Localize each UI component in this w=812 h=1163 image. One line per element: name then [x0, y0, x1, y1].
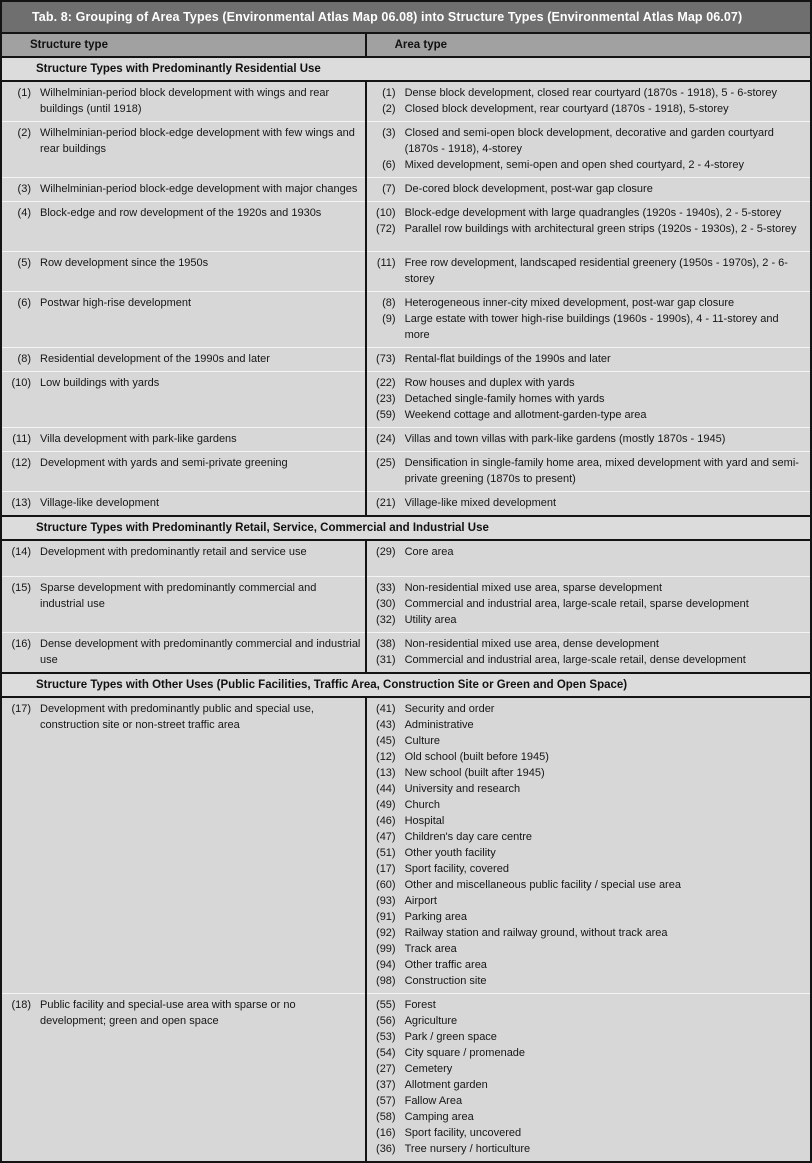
area-type-item [372, 1141, 806, 1157]
table-row [2, 252, 810, 292]
section-heading: Structure Types with Predominantly Residential Use [2, 57, 810, 81]
area-type-label: Park / green space [404, 1030, 497, 1043]
area-type-label: Hospital [404, 814, 445, 827]
table-row [2, 993, 810, 1161]
area-type-item [372, 544, 806, 560]
table-row [2, 348, 810, 372]
area-type-cell [366, 252, 810, 292]
structure-type-cell [2, 492, 366, 517]
area-type-item [372, 717, 806, 733]
structure-type-cell [2, 452, 366, 492]
area-type-item [372, 877, 806, 893]
structure-type-label: Sparse development with predominantly commercial and industrial use [40, 581, 317, 610]
table-row [2, 81, 810, 122]
structure-type-label: Wilhelminian-period block-edge development with few wings and rear buildings [40, 127, 355, 155]
structure-type-number: (15) [11, 581, 31, 594]
area-type-item [372, 431, 806, 447]
area-type-number: (55) [376, 998, 396, 1011]
area-type-label: Parking area [404, 910, 467, 923]
area-type-label: Airport [404, 894, 437, 907]
structure-type-label: Dense development with predominantly commercial and industrial use [40, 637, 361, 666]
area-type-label: Closed and semi-open block development, decorative and garden courtyard (1870s - 1918), 4-storey [404, 127, 774, 155]
area-type-item [372, 941, 806, 957]
area-type-number: (47) [376, 830, 396, 843]
area-type-label: Security and order [404, 702, 495, 715]
area-type-item [372, 295, 806, 311]
area-type-item [372, 596, 806, 612]
structure-type-label: Public facility and special-use area with sparse or no development; green and open space [40, 998, 296, 1027]
area-type-cell [366, 372, 810, 428]
area-type-number: (99) [376, 942, 396, 955]
area-type-item [372, 845, 806, 861]
area-type-item [372, 495, 806, 511]
area-type-item [372, 455, 806, 487]
section-header-row [2, 57, 810, 81]
structure-type-item [7, 701, 361, 733]
area-type-label: Other traffic area [404, 958, 487, 971]
table-row [2, 202, 810, 252]
area-type-cell [366, 576, 810, 632]
area-type-label: Parallel row buildings with architectural green strips (1920s - 1930s), 2 - 5-storey [404, 223, 797, 235]
area-type-label: Camping area [404, 1110, 474, 1123]
structure-type-label: Village-like development [40, 497, 160, 509]
structure-type-item [7, 85, 361, 117]
area-type-cell [366, 632, 810, 673]
area-type-label: Children's day care centre [404, 830, 533, 843]
area-type-cell [366, 452, 810, 492]
table-row [2, 576, 810, 632]
structure-type-item [7, 997, 361, 1029]
area-type-cell [366, 428, 810, 452]
column-header-structure-type: Structure type [2, 34, 366, 57]
area-type-cell [366, 202, 810, 252]
area-type-number: (31) [376, 653, 396, 666]
area-type-number: (21) [376, 497, 396, 509]
area-type-label: De-cored block development, post-war gap closure [404, 183, 653, 195]
structure-type-label: Block-edge and row development of the 1920s and 1930s [40, 207, 322, 219]
area-type-label: Construction site [404, 974, 487, 987]
area-type-number: (32) [376, 613, 396, 626]
structure-type-label: Development with predominantly public and special use, construction site or non-street traffic area [40, 702, 314, 731]
structure-type-item [7, 181, 361, 197]
area-type-number: (49) [376, 798, 396, 811]
area-type-number: (46) [376, 814, 396, 827]
area-type-item [372, 893, 806, 909]
area-type-number: (17) [376, 862, 396, 875]
structure-type-number: (12) [11, 457, 31, 469]
area-type-label: Railway station and railway ground, without track area [404, 926, 668, 939]
area-type-label: Fallow Area [404, 1094, 463, 1107]
area-type-label: Culture [404, 734, 441, 747]
table-body [2, 57, 810, 1161]
area-type-item [372, 973, 806, 989]
structure-type-cell [2, 292, 366, 348]
area-type-number: (91) [376, 910, 396, 923]
area-type-label: City square / promenade [404, 1046, 526, 1059]
structure-type-number: (2) [17, 127, 31, 139]
area-type-item [372, 1061, 806, 1077]
area-type-item [372, 221, 806, 237]
area-type-number: (8) [382, 297, 396, 309]
table-row [2, 428, 810, 452]
area-type-item [372, 580, 806, 596]
area-type-item [372, 781, 806, 797]
area-type-number: (33) [376, 581, 396, 594]
structure-type-cell [2, 372, 366, 428]
area-type-number: (36) [376, 1142, 396, 1155]
area-type-item [372, 1077, 806, 1093]
structure-type-label: Development with predominantly retail and service use [40, 546, 307, 558]
area-type-item [372, 612, 806, 628]
area-type-item [372, 255, 806, 287]
area-type-item [372, 407, 806, 423]
area-type-item [372, 85, 806, 101]
structure-type-number: (11) [12, 433, 31, 445]
area-type-number: (51) [376, 846, 396, 859]
area-type-label: New school (built after 1945) [404, 766, 545, 779]
area-type-cell [366, 348, 810, 372]
area-type-label: Weekend cottage and allotment-garden-type area [404, 409, 647, 421]
area-type-label: Core area [404, 546, 454, 558]
structure-type-number: (18) [11, 998, 31, 1011]
area-type-number: (60) [376, 878, 396, 891]
table-row [2, 452, 810, 492]
table-row [2, 372, 810, 428]
structure-type-label: Low buildings with yards [40, 377, 160, 389]
structure-type-number: (16) [11, 637, 31, 650]
structure-type-item [7, 636, 361, 668]
area-type-item [372, 797, 806, 813]
area-type-item [372, 733, 806, 749]
area-type-label: University and research [404, 782, 521, 795]
area-type-label: Administrative [404, 718, 474, 731]
table-row [2, 122, 810, 178]
area-type-cell [366, 993, 810, 1161]
area-type-item [372, 375, 806, 391]
area-type-number: (54) [376, 1046, 396, 1059]
structure-type-cell [2, 202, 366, 252]
area-type-label: Heterogeneous inner-city mixed development, post-war gap closure [404, 297, 735, 309]
area-type-number: (9) [382, 313, 396, 325]
area-type-item [372, 1045, 806, 1061]
area-type-number: (30) [376, 597, 396, 610]
area-type-label: Old school (built before 1945) [404, 750, 549, 763]
structure-type-cell [2, 540, 366, 576]
area-type-number: (38) [376, 637, 396, 650]
area-type-label: Other and miscellaneous public facility / special use area [404, 878, 681, 891]
structure-type-cell [2, 178, 366, 202]
structure-type-item [7, 295, 361, 311]
structure-area-table [2, 34, 810, 1161]
area-type-label: Non-residential mixed use area, sparse development [404, 581, 663, 594]
area-type-label: Sport facility, uncovered [404, 1126, 522, 1139]
structure-type-item [7, 125, 361, 157]
structure-type-label: Villa development with park-like gardens [40, 433, 237, 445]
structure-type-item [7, 255, 361, 271]
structure-type-cell [2, 697, 366, 994]
area-type-item [372, 311, 806, 343]
area-type-item [372, 205, 806, 221]
area-type-number: (72) [376, 223, 396, 235]
area-type-number: (16) [376, 1126, 396, 1139]
column-header-area-type: Area type [366, 34, 810, 57]
area-type-cell [366, 292, 810, 348]
area-type-item [372, 125, 806, 157]
area-type-item [372, 813, 806, 829]
area-type-label: Villas and town villas with park-like gardens (mostly 1870s - 1945) [404, 433, 726, 445]
area-type-number: (94) [376, 958, 396, 971]
area-type-item [372, 391, 806, 407]
area-type-number: (93) [376, 894, 396, 907]
structure-type-number: (1) [17, 87, 31, 99]
area-type-cell [366, 178, 810, 202]
area-type-label: Mixed development, semi-open and open shed courtyard, 2 - 4-storey [404, 159, 744, 171]
area-type-label: Dense block development, closed rear courtyard (1870s - 1918), 5 - 6-storey [404, 87, 777, 99]
area-type-item [372, 829, 806, 845]
area-type-cell [366, 697, 810, 994]
structure-type-number: (3) [17, 183, 31, 195]
area-type-item [372, 1029, 806, 1045]
area-type-number: (1) [382, 87, 396, 99]
area-type-label: Large estate with tower high-rise buildings (1960s - 1990s), 4 - 11-storey and more [404, 313, 779, 341]
area-type-item [372, 1013, 806, 1029]
area-type-number: (2) [382, 103, 396, 115]
structure-type-cell [2, 576, 366, 632]
area-type-label: Tree nursery / horticulture [404, 1142, 531, 1155]
area-type-item [372, 957, 806, 973]
area-type-number: (56) [376, 1014, 396, 1027]
area-type-label: Closed block development, rear courtyard (1870s - 1918), 5-storey [404, 103, 729, 115]
structure-type-cell [2, 428, 366, 452]
area-type-label: Sport facility, covered [404, 862, 509, 875]
area-type-number: (25) [376, 457, 396, 469]
area-type-number: (11) [376, 257, 396, 269]
area-type-label: Utility area [404, 613, 457, 626]
area-type-number: (41) [376, 702, 396, 715]
section-heading: Structure Types with Predominantly Retail, Service, Commercial and Industrial Use [2, 516, 810, 540]
area-type-cell [366, 81, 810, 122]
section-header-row [2, 516, 810, 540]
area-type-number: (37) [376, 1078, 396, 1091]
area-type-label: Allotment garden [404, 1078, 488, 1091]
structure-type-number: (17) [11, 702, 31, 715]
area-type-number: (92) [376, 926, 396, 939]
structure-type-label: Development with yards and semi-private greening [40, 457, 288, 469]
area-type-number: (59) [376, 409, 396, 421]
structure-type-number: (13) [11, 497, 31, 509]
area-type-label: Rental-flat buildings of the 1990s and later [404, 353, 611, 365]
area-type-label: Detached single-family homes with yards [404, 393, 605, 405]
structure-type-number: (4) [17, 207, 31, 219]
area-type-item [372, 181, 806, 197]
area-type-number: (6) [382, 159, 396, 171]
structure-type-cell [2, 993, 366, 1161]
area-type-number: (23) [376, 393, 396, 405]
structure-type-cell [2, 81, 366, 122]
area-type-label: Commercial and industrial area, large-scale retail, dense development [404, 653, 746, 666]
structure-type-cell [2, 252, 366, 292]
area-type-item [372, 997, 806, 1013]
structure-type-item [7, 351, 361, 367]
structure-type-number: (10) [11, 377, 31, 389]
area-type-number: (7) [382, 183, 396, 195]
area-type-label: Row houses and duplex with yards [404, 377, 575, 389]
section-header-row [2, 673, 810, 697]
area-type-cell [366, 492, 810, 517]
area-type-item [372, 1125, 806, 1141]
area-type-number: (43) [376, 718, 396, 731]
area-type-item [372, 749, 806, 765]
structure-type-label: Postwar high-rise development [40, 297, 192, 309]
area-type-number: (22) [376, 377, 396, 389]
area-type-number: (98) [376, 974, 396, 987]
area-type-label: Other youth facility [404, 846, 496, 859]
area-type-label: Non-residential mixed use area, dense development [404, 637, 659, 650]
structure-type-number: (5) [17, 257, 31, 269]
area-type-label: Village-like mixed development [404, 497, 557, 509]
area-type-label: Cemetery [404, 1062, 453, 1075]
area-type-item [372, 157, 806, 173]
area-type-label: Block-edge development with large quadrangles (1920s - 1940s), 2 - 5-storey [404, 207, 782, 219]
table-row [2, 632, 810, 673]
structure-type-item [7, 495, 361, 511]
table-row [2, 697, 810, 994]
area-type-number: (24) [376, 433, 396, 445]
structure-type-label: Row development since the 1950s [40, 257, 209, 269]
area-type-item [372, 652, 806, 668]
area-type-item [372, 1109, 806, 1125]
area-type-item [372, 636, 806, 652]
structure-type-cell [2, 632, 366, 673]
area-type-number: (44) [376, 782, 396, 795]
table-row [2, 540, 810, 576]
area-type-number: (27) [376, 1062, 396, 1075]
structure-type-item [7, 375, 361, 391]
area-type-label: Densification in single-family home area, mixed development with yard and semi-private greening (1870s to present) [404, 457, 799, 485]
area-type-number: (53) [376, 1030, 396, 1043]
area-type-label: Church [404, 798, 441, 811]
table-row [2, 292, 810, 348]
structure-type-cell [2, 348, 366, 372]
table-title: Tab. 8: Grouping of Area Types (Environmental Atlas Map 06.08) into Structure Types (Environmental Atlas Map 06.07) [2, 2, 810, 34]
area-type-label: Forest [404, 998, 436, 1011]
area-type-number: (45) [376, 734, 396, 747]
area-type-cell [366, 540, 810, 576]
area-type-item [372, 861, 806, 877]
structure-type-item [7, 544, 361, 560]
area-type-item [372, 925, 806, 941]
area-type-label: Track area [404, 942, 457, 955]
structure-type-item [7, 580, 361, 612]
area-type-number: (3) [382, 127, 396, 139]
structure-type-item [7, 205, 361, 221]
area-type-number: (73) [376, 353, 396, 365]
area-type-number: (58) [376, 1110, 396, 1123]
section-heading: Structure Types with Other Uses (Public Facilities, Traffic Area, Construction Site or Green and Open Space) [2, 673, 810, 697]
area-type-number: (10) [376, 207, 396, 219]
structure-type-number: (14) [11, 546, 31, 558]
area-type-label: Free row development, landscaped residential greenery (1950s - 1970s), 2 - 6-storey [404, 257, 788, 285]
structure-type-number: (6) [17, 297, 31, 309]
structure-type-cell [2, 122, 366, 178]
area-type-item [372, 701, 806, 717]
area-type-number: (12) [376, 750, 396, 763]
structure-type-label: Wilhelminian-period block-edge development with major changes [40, 183, 358, 195]
area-type-number: (13) [376, 766, 396, 779]
table-row [2, 492, 810, 517]
area-type-item [372, 1093, 806, 1109]
area-type-cell [366, 122, 810, 178]
table-row [2, 178, 810, 202]
area-type-item [372, 351, 806, 367]
structure-type-item [7, 431, 361, 447]
structure-type-number: (8) [17, 353, 31, 365]
area-type-item [372, 101, 806, 117]
area-type-number: (29) [376, 546, 396, 558]
structure-type-label: Wilhelminian-period block development with wings and rear buildings (until 1918) [40, 87, 330, 115]
structure-type-item [7, 455, 361, 471]
area-type-item [372, 765, 806, 781]
structure-type-label: Residential development of the 1990s and later [40, 353, 270, 365]
column-header-row [2, 34, 810, 57]
area-type-label: Agriculture [404, 1014, 458, 1027]
area-type-label: Commercial and industrial area, large-scale retail, sparse development [404, 597, 749, 610]
area-type-item [372, 909, 806, 925]
area-type-number: (57) [376, 1094, 396, 1107]
